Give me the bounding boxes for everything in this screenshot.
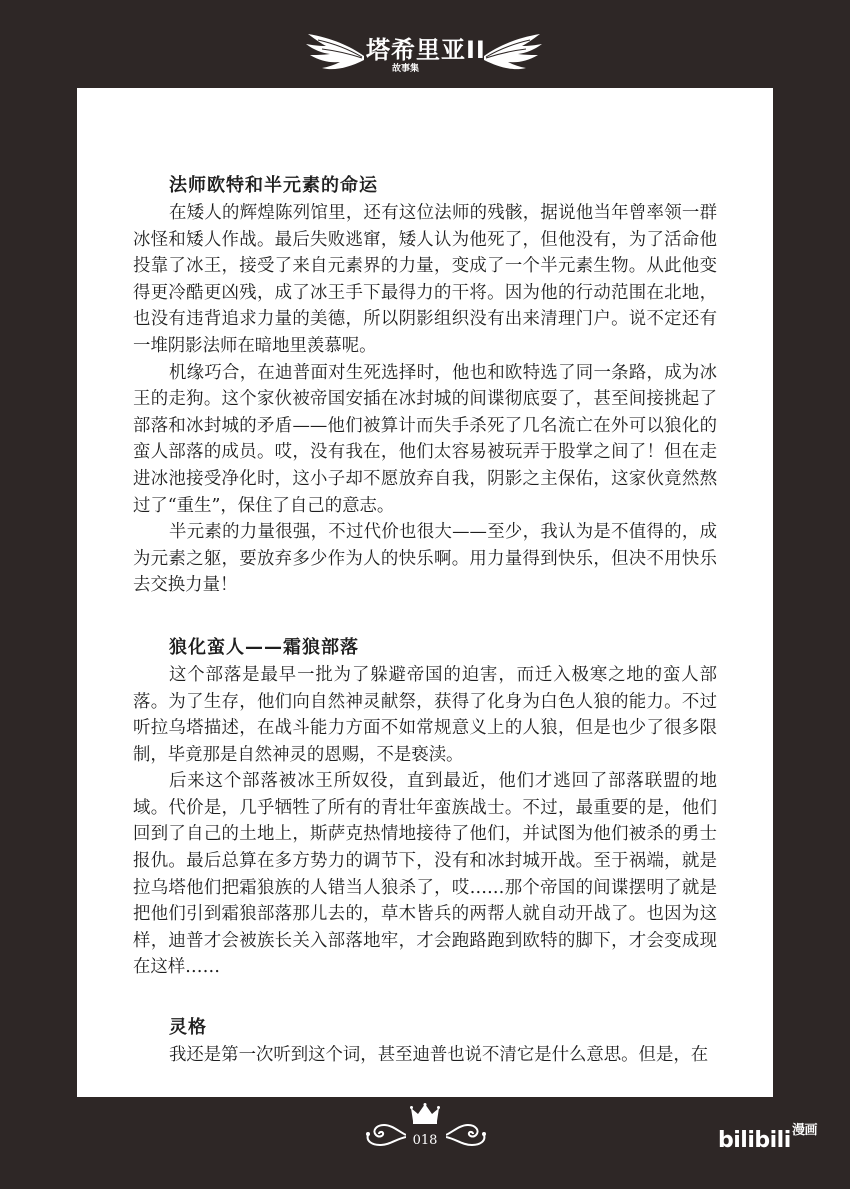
right-wing-icon [484, 34, 542, 72]
watermark-brand: bilibili [718, 1128, 791, 1153]
left-flourish-icon [364, 1121, 406, 1149]
book-subtitle: 故事集 [392, 64, 420, 74]
page-body [77, 88, 773, 1097]
bilibili-watermark [718, 1123, 818, 1153]
section-title: 狼化蛮人——霜狼部落 [169, 636, 359, 658]
book-title: 塔希里亚II [366, 36, 486, 64]
watermark-manhua: 漫画 [792, 1123, 818, 1138]
page-number: 018 [412, 1133, 438, 1148]
paragraph: 这个部落是最早一批为了躲避帝国的迫害，而迁入极寒之地的蛮人部落。为了生存，他们向自然神灵献祭，获得了化身为白色人狼的能力。不过听拉乌塔描述，在战斗能力方面不如常规意义上的人狼，但是也少了很多限制，毕竟那是自然神灵的恩赐，不是亵渎。 [133, 664, 717, 765]
paragraph: 我还是第一次听到这个词，甚至迪普也说不清它是什么意思。但是，在 [169, 1045, 709, 1066]
right-flourish-icon [446, 1121, 488, 1149]
crown-icon [410, 1103, 440, 1125]
paragraph: 后来这个部落被冰王所奴役，直到最近，他们才逃回了部落联盟的地域。代价是，几乎牺牲了所有的青壮年蛮族战士。不过，最重要的是，他们回到了自己的土地上，斯萨克热情地接待了他们，并试图为他们被杀的勇士报仇。最后总算在多方势力的调节下，没有和冰封城开战。至于祸端，就是拉乌塔他们把霜狼族的人错当人狼杀了，哎……那个帝国的间谍摆明了就是把他们引到霜狼部落那儿去的，草木皆兵的两帮人就自动开战了。也因为这样，迪普才会被族长关入部落地牢，才会跑路跑到欧特的脚下，才会变成现在这样…… [133, 771, 717, 978]
article [133, 173, 717, 1069]
left-wing-icon [306, 34, 364, 72]
paragraph: 机缘巧合，在迪普面对生死选择时，他也和欧特选了同一条路，成为冰王的走狗。这个家伙被帝国安插在冰封城的间谍彻底耍了，甚至间接挑起了部落和冰封城的矛盾——他们被算计而失手杀死了几名流亡在外可以狼化的蛮人部落的成员。哎，没有我在，他们太容易被玩弄于股掌之间了！但在走进冰池接受净化时，这小子却不愿放弃自我，阴影之主保佑，这家伙竟然熬过了“重生”，保住了自己的意志。 [133, 362, 717, 516]
section-title: 灵格 [169, 1017, 207, 1039]
section-title: 法师欧特和半元素的命运 [169, 175, 378, 196]
paragraph: 半元素的力量很强，不过代价也很大——至少，我认为是不值得的，成为元素之躯，要放弃多少作为人的快乐啊。用力量得到快乐，但决不用快乐去交换力量！ [133, 522, 717, 596]
page-header [0, 0, 850, 88]
paragraph: 在矮人的辉煌陈列馆里，还有这位法师的残骸，据说他当年曾率领一群冰怪和矮人作战。最后失败逃窜，矮人认为他死了，但他没有，为了活命他投靠了冰王，接受了来自元素界的力量，变成了一个半元素生物。从此他变得更冷酷更凶残，成了冰王手下最得力的干将。因为他的行动范围在北地，也没有违背追求力量的美德，所以阴影组织没有出来清理门户。说不定还有一堆阴影法师在暗地里羡慕呢。 [133, 203, 717, 356]
